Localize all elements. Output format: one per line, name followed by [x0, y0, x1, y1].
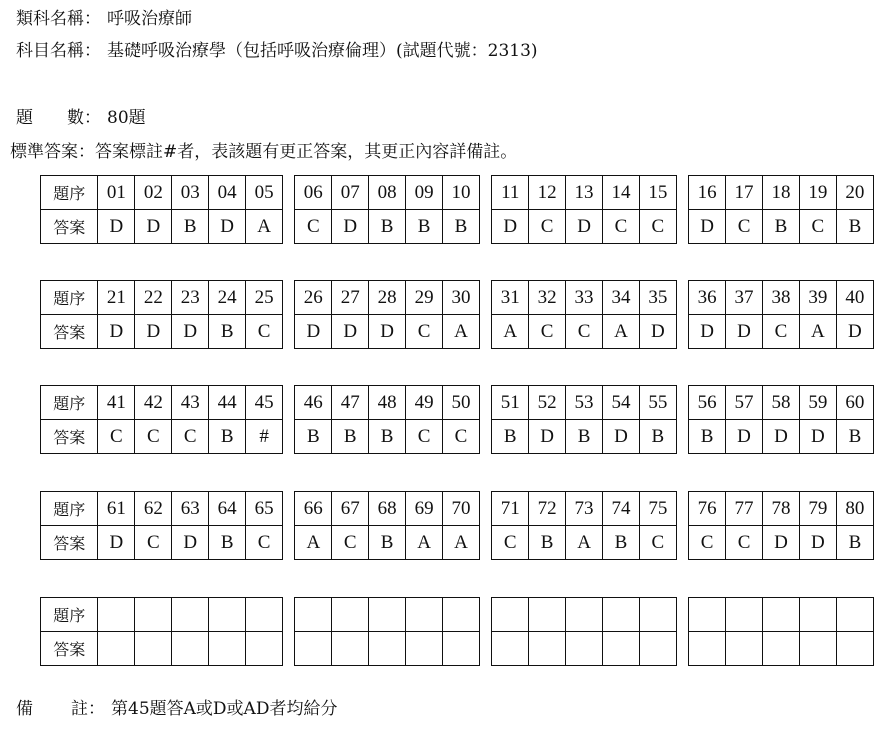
group-separator — [283, 176, 295, 210]
answer-cell — [246, 632, 283, 666]
group-separator — [676, 632, 688, 666]
answer-cell: B — [443, 210, 480, 244]
answer-cell: D — [369, 315, 406, 349]
question-number-cell: 51 — [492, 386, 529, 420]
group-separator — [283, 632, 295, 666]
question-number-cell — [443, 598, 480, 632]
answer-cell: A — [443, 526, 480, 560]
question-number-cell: 54 — [603, 386, 640, 420]
question-number-cell — [492, 598, 529, 632]
answer-row — [41, 526, 874, 560]
answer-row — [41, 420, 874, 454]
answer-cell: B — [369, 210, 406, 244]
question-number-cell: 78 — [763, 492, 800, 526]
question-number-cell: 56 — [689, 386, 726, 420]
answer-cell: B — [529, 526, 566, 560]
answer-cell: D — [799, 526, 836, 560]
answer-cell: D — [172, 315, 209, 349]
question-number-cell: 40 — [836, 281, 873, 315]
question-number-cell: 72 — [529, 492, 566, 526]
answer-table — [40, 175, 874, 244]
question-number-cell: 11 — [492, 176, 529, 210]
count-label-first: 題 — [16, 108, 33, 128]
question-number-cell: 50 — [443, 386, 480, 420]
remark-label-second: 註： — [71, 699, 105, 719]
answer-cell: C — [172, 420, 209, 454]
answer-cell: B — [836, 210, 873, 244]
group-separator — [676, 492, 688, 526]
answer-cell — [566, 632, 603, 666]
question-number-cell: 80 — [836, 492, 873, 526]
question-number-cell: 74 — [603, 492, 640, 526]
question-number-cell: 31 — [492, 281, 529, 315]
answer-label: 答案 — [41, 526, 98, 560]
answer-cell: B — [689, 420, 726, 454]
answer-cell: D — [135, 210, 172, 244]
answer-row — [41, 210, 874, 244]
answer-cell: C — [529, 210, 566, 244]
answer-table — [40, 597, 874, 666]
answer-cell: B — [566, 420, 603, 454]
answer-cell: D — [689, 210, 726, 244]
category-value: 呼吸治療師 — [107, 9, 192, 29]
answer-cell — [369, 632, 406, 666]
answer-cell: C — [726, 526, 763, 560]
question-number-cell: 46 — [295, 386, 332, 420]
question-number-cell: 03 — [172, 176, 209, 210]
question-number-cell: 79 — [799, 492, 836, 526]
question-number-cell: 09 — [406, 176, 443, 210]
question-number-row — [41, 386, 874, 420]
answer-cell: D — [603, 420, 640, 454]
question-number-cell — [172, 598, 209, 632]
question-number-cell: 30 — [443, 281, 480, 315]
question-number-cell: 02 — [135, 176, 172, 210]
answer-cell — [689, 632, 726, 666]
question-number-cell: 59 — [799, 386, 836, 420]
answer-cell: B — [209, 526, 246, 560]
answer-table — [40, 385, 874, 454]
question-number-cell — [799, 598, 836, 632]
answer-cell: B — [332, 420, 369, 454]
question-number-cell — [566, 598, 603, 632]
question-number-cell: 69 — [406, 492, 443, 526]
answer-cell: A — [443, 315, 480, 349]
subject-label: 科目名稱： — [16, 41, 101, 61]
question-label: 題序 — [41, 281, 98, 315]
group-separator — [283, 492, 295, 526]
answer-cell: C — [603, 210, 640, 244]
question-number-cell: 70 — [443, 492, 480, 526]
answer-cell: B — [836, 420, 873, 454]
answer-cell — [209, 632, 246, 666]
answer-cell: D — [799, 420, 836, 454]
question-number-cell: 58 — [763, 386, 800, 420]
question-number-row — [41, 492, 874, 526]
question-number-cell: 53 — [566, 386, 603, 420]
group-separator — [676, 176, 688, 210]
question-number-row — [41, 176, 874, 210]
answer-cell: A — [566, 526, 603, 560]
answer-label: 答案 — [41, 315, 98, 349]
question-label: 題序 — [41, 386, 98, 420]
group-separator — [479, 386, 491, 420]
group-separator — [676, 281, 688, 315]
question-number-cell: 27 — [332, 281, 369, 315]
group-separator — [479, 210, 491, 244]
answer-cell — [726, 632, 763, 666]
question-number-cell: 19 — [799, 176, 836, 210]
answer-cell: D — [98, 210, 135, 244]
question-number-cell: 42 — [135, 386, 172, 420]
answer-cell: C — [443, 420, 480, 454]
group-separator — [479, 420, 491, 454]
remark-label-first: 備 — [16, 699, 33, 719]
answer-cell: C — [246, 526, 283, 560]
answer-cell: D — [689, 315, 726, 349]
answer-cell: B — [172, 210, 209, 244]
answer-cell: D — [332, 210, 369, 244]
answer-cell: D — [726, 315, 763, 349]
answer-cell: D — [209, 210, 246, 244]
answer-cell: B — [295, 420, 332, 454]
answer-cell: D — [295, 315, 332, 349]
question-number-cell: 55 — [639, 386, 676, 420]
question-number-cell: 23 — [172, 281, 209, 315]
answer-cell: C — [763, 315, 800, 349]
answer-cell — [529, 632, 566, 666]
answer-table — [40, 491, 874, 560]
question-label: 題序 — [41, 176, 98, 210]
answer-cell: C — [295, 210, 332, 244]
question-number-cell: 43 — [172, 386, 209, 420]
question-number-cell: 10 — [443, 176, 480, 210]
answer-row — [41, 315, 874, 349]
question-number-cell — [836, 598, 873, 632]
answer-cell — [406, 632, 443, 666]
answer-cell: B — [603, 526, 640, 560]
count-label-second: 數： — [67, 108, 101, 128]
question-number-cell: 71 — [492, 492, 529, 526]
answer-label: 答案 — [41, 632, 98, 666]
remark-line — [16, 699, 337, 719]
question-number-cell: 65 — [246, 492, 283, 526]
group-separator — [283, 315, 295, 349]
answer-cell: D — [763, 526, 800, 560]
answer-cell: # — [246, 420, 283, 454]
remark-text: 第45題答A或D或AD者均給分 — [111, 699, 338, 719]
question-number-cell: 62 — [135, 492, 172, 526]
question-number-row — [41, 281, 874, 315]
question-number-cell: 61 — [98, 492, 135, 526]
answer-cell: C — [529, 315, 566, 349]
group-separator — [479, 598, 491, 632]
question-number-cell — [529, 598, 566, 632]
question-number-row — [41, 598, 874, 632]
answer-cell: D — [332, 315, 369, 349]
answer-table — [40, 280, 874, 349]
group-separator — [479, 176, 491, 210]
question-number-cell: 13 — [566, 176, 603, 210]
answer-cell: B — [492, 420, 529, 454]
subject-line — [16, 41, 538, 61]
answer-cell: C — [332, 526, 369, 560]
group-separator — [283, 210, 295, 244]
answer-cell: D — [172, 526, 209, 560]
question-number-cell: 68 — [369, 492, 406, 526]
answer-cell: D — [98, 315, 135, 349]
group-separator — [479, 632, 491, 666]
answer-cell: D — [836, 315, 873, 349]
answer-cell: B — [209, 315, 246, 349]
question-number-cell: 15 — [639, 176, 676, 210]
answer-cell: A — [295, 526, 332, 560]
answer-label: 答案 — [41, 420, 98, 454]
question-label: 題序 — [41, 492, 98, 526]
question-number-cell: 77 — [726, 492, 763, 526]
answer-cell: A — [603, 315, 640, 349]
question-number-cell: 24 — [209, 281, 246, 315]
answer-cell — [603, 632, 640, 666]
answer-cell: D — [98, 526, 135, 560]
question-number-cell — [406, 598, 443, 632]
answer-cell: C — [406, 420, 443, 454]
question-number-cell: 39 — [799, 281, 836, 315]
question-number-cell — [135, 598, 172, 632]
answer-cell — [639, 632, 676, 666]
question-number-cell: 05 — [246, 176, 283, 210]
answer-cell: B — [836, 526, 873, 560]
subject-value: 基礎呼吸治療學（包括呼吸治療倫理）(試題代號：2313) — [107, 41, 538, 61]
answer-cell: D — [639, 315, 676, 349]
group-separator — [676, 315, 688, 349]
question-number-cell: 67 — [332, 492, 369, 526]
question-number-cell: 35 — [639, 281, 676, 315]
group-separator — [676, 420, 688, 454]
question-number-cell: 18 — [763, 176, 800, 210]
group-separator — [479, 526, 491, 560]
question-number-cell: 01 — [98, 176, 135, 210]
answer-cell: C — [406, 315, 443, 349]
question-number-cell: 60 — [836, 386, 873, 420]
question-number-cell: 76 — [689, 492, 726, 526]
answer-cell: A — [492, 315, 529, 349]
question-number-cell: 75 — [639, 492, 676, 526]
answer-cell: A — [246, 210, 283, 244]
question-number-cell: 08 — [369, 176, 406, 210]
answer-cell — [492, 632, 529, 666]
answer-cell — [135, 632, 172, 666]
answer-cell — [332, 632, 369, 666]
group-separator — [283, 281, 295, 315]
question-number-cell: 28 — [369, 281, 406, 315]
answer-cell: B — [763, 210, 800, 244]
answer-cell: C — [135, 526, 172, 560]
question-number-cell: 57 — [726, 386, 763, 420]
answer-cell — [799, 632, 836, 666]
question-number-cell: 25 — [246, 281, 283, 315]
category-line — [16, 9, 192, 29]
question-number-cell — [295, 598, 332, 632]
answer-cell — [836, 632, 873, 666]
answer-cell: D — [726, 420, 763, 454]
group-separator — [283, 598, 295, 632]
group-separator — [676, 598, 688, 632]
answer-cell — [172, 632, 209, 666]
question-number-cell — [332, 598, 369, 632]
answer-cell: D — [135, 315, 172, 349]
question-number-cell: 73 — [566, 492, 603, 526]
category-label: 類科名稱： — [16, 9, 101, 29]
question-number-cell: 20 — [836, 176, 873, 210]
answer-cell: B — [369, 420, 406, 454]
question-number-cell: 63 — [172, 492, 209, 526]
count-value: 80題 — [107, 108, 146, 128]
answer-cell: C — [639, 526, 676, 560]
question-number-cell: 66 — [295, 492, 332, 526]
question-number-cell: 38 — [763, 281, 800, 315]
answer-cell — [98, 632, 135, 666]
question-number-cell — [369, 598, 406, 632]
question-number-cell — [689, 598, 726, 632]
answer-cell: D — [763, 420, 800, 454]
answer-cell: C — [689, 526, 726, 560]
question-number-cell: 07 — [332, 176, 369, 210]
answer-cell: B — [209, 420, 246, 454]
answer-cell — [295, 632, 332, 666]
answer-cell: C — [492, 526, 529, 560]
answer-cell: B — [369, 526, 406, 560]
answer-cell: C — [799, 210, 836, 244]
question-number-cell: 04 — [209, 176, 246, 210]
question-number-cell — [763, 598, 800, 632]
group-separator — [283, 386, 295, 420]
question-number-cell: 37 — [726, 281, 763, 315]
answer-cell: C — [246, 315, 283, 349]
question-number-cell: 48 — [369, 386, 406, 420]
question-number-cell: 47 — [332, 386, 369, 420]
question-number-cell: 14 — [603, 176, 640, 210]
answer-cell: C — [566, 315, 603, 349]
answer-cell: C — [135, 420, 172, 454]
answer-cell — [443, 632, 480, 666]
question-number-cell: 12 — [529, 176, 566, 210]
question-number-cell — [639, 598, 676, 632]
question-number-cell: 34 — [603, 281, 640, 315]
answer-cell: A — [406, 526, 443, 560]
question-number-cell: 45 — [246, 386, 283, 420]
question-number-cell: 52 — [529, 386, 566, 420]
answer-cell: C — [98, 420, 135, 454]
answer-cell: B — [406, 210, 443, 244]
count-line — [16, 108, 146, 128]
answer-cell: D — [492, 210, 529, 244]
question-number-cell: 29 — [406, 281, 443, 315]
question-number-cell: 41 — [98, 386, 135, 420]
standard-note: 標準答案：答案標註#者，表該題有更正答案，其更正內容詳備註。 — [10, 142, 518, 162]
answer-cell: B — [639, 420, 676, 454]
question-number-cell: 17 — [726, 176, 763, 210]
group-separator — [479, 492, 491, 526]
group-separator — [479, 281, 491, 315]
question-number-cell — [246, 598, 283, 632]
answer-label: 答案 — [41, 210, 98, 244]
question-number-cell — [726, 598, 763, 632]
question-number-cell: 26 — [295, 281, 332, 315]
answer-cell: D — [529, 420, 566, 454]
question-number-cell: 44 — [209, 386, 246, 420]
group-separator — [676, 210, 688, 244]
question-number-cell: 32 — [529, 281, 566, 315]
question-number-cell — [209, 598, 246, 632]
group-separator — [283, 526, 295, 560]
question-number-cell — [603, 598, 640, 632]
answer-cell — [763, 632, 800, 666]
answer-cell: A — [799, 315, 836, 349]
question-number-cell: 64 — [209, 492, 246, 526]
group-separator — [676, 526, 688, 560]
question-number-cell — [98, 598, 135, 632]
answer-cell: D — [566, 210, 603, 244]
answer-cell: C — [726, 210, 763, 244]
question-number-cell: 49 — [406, 386, 443, 420]
answer-cell: C — [639, 210, 676, 244]
question-number-cell: 33 — [566, 281, 603, 315]
group-separator — [283, 420, 295, 454]
question-number-cell: 21 — [98, 281, 135, 315]
question-label: 題序 — [41, 598, 98, 632]
question-number-cell: 36 — [689, 281, 726, 315]
question-number-cell: 22 — [135, 281, 172, 315]
question-number-cell: 16 — [689, 176, 726, 210]
group-separator — [479, 315, 491, 349]
question-number-cell: 06 — [295, 176, 332, 210]
group-separator — [676, 386, 688, 420]
answer-row — [41, 632, 874, 666]
